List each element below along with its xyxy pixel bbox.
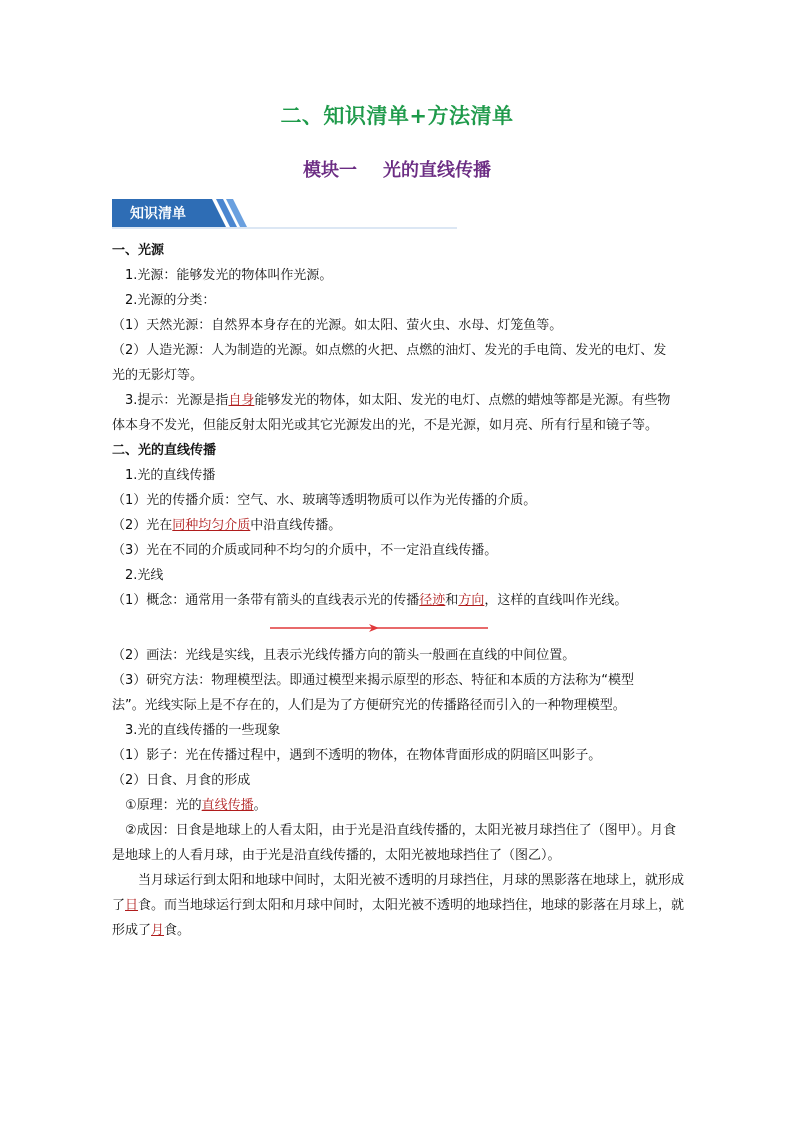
underlined-term: 方向 bbox=[458, 593, 485, 608]
paragraph: （3）研究方法：物理模型法。即通过模型来揭示原型的形态、特征和本质的方法称为“模型 bbox=[112, 673, 635, 688]
text: 食。 bbox=[164, 923, 191, 938]
paragraph: 2.光线 bbox=[125, 568, 164, 583]
section-heading: 二、光的直线传播 bbox=[112, 443, 217, 458]
paragraph: （1）天然光源：自然界本身存在的光源。如太阳、萤火虫、水母、灯笼鱼等。 bbox=[112, 318, 563, 333]
ray-diagram bbox=[112, 613, 706, 643]
banner-label: 知识清单 bbox=[130, 206, 186, 222]
paragraph: 1.光的直线传播 bbox=[125, 468, 216, 483]
paragraph: ②成因：日食是地球上的人看太阳，由于光是沿直线传播的，太阳光被月球挡住了（图甲）。月食 bbox=[125, 823, 677, 838]
module-name: 光的直线传播 bbox=[383, 160, 491, 181]
paragraph: 法”。光线实际上是不存在的，人们是为了方便研究光的传播路径而引入的一种物理模型。 bbox=[112, 698, 626, 713]
content bbox=[112, 238, 706, 943]
underlined-term: 直线传播 bbox=[201, 798, 254, 813]
paragraph: 体本身不发光，但能反射太阳光或其它光源发出的光，不是光源，如月亮、所有行星和镜子等。 bbox=[112, 418, 659, 433]
text: 3.提示：光源是指 bbox=[125, 393, 229, 408]
arrow-ray-icon bbox=[268, 622, 490, 634]
text: 中沿直线传播。 bbox=[250, 518, 342, 533]
paragraph: （1）光的传播介质：空气、水、玻璃等透明物质可以作为光传播的介质。 bbox=[112, 493, 537, 508]
text: 能够发光的物体，如太阳、发光的电灯、点燃的蜡烛等都是光源。有些物 bbox=[254, 393, 671, 408]
paragraph: 是地球上的人看月球，由于光是沿直线传播的，太阳光被地球挡住了（图乙）。 bbox=[112, 848, 561, 863]
text: 。 bbox=[253, 798, 267, 813]
text: 了 bbox=[112, 898, 126, 913]
section-heading: 一、光源 bbox=[112, 243, 165, 258]
paragraph: （3）光在不同的介质或同种不均匀的介质中，不一定沿直线传播。 bbox=[112, 543, 498, 558]
text: 形成了 bbox=[112, 923, 152, 938]
paragraph: （2）日食、月食的形成 bbox=[112, 773, 251, 788]
paragraph: 光的无影灯等。 bbox=[112, 368, 204, 383]
paragraph bbox=[112, 513, 706, 538]
paragraph bbox=[112, 918, 706, 943]
paragraph: 当月球运行到太阳和地球中间时，太阳光被不透明的月球挡住，月球的黑影落在地球上，就形成 bbox=[138, 873, 685, 888]
module-title bbox=[0, 156, 794, 182]
paragraph: 3.光的直线传播的一些现象 bbox=[125, 723, 281, 738]
paragraph bbox=[112, 588, 706, 613]
text: （1）概念：通常用一条带有箭头的直线表示光的传播 bbox=[112, 593, 420, 608]
paragraph: （1）影子：光在传播过程中，遇到不透明的物体，在物体背面形成的阴暗区叫影子。 bbox=[112, 748, 602, 763]
paragraph bbox=[112, 793, 706, 818]
underlined-term: 自身 bbox=[228, 393, 255, 408]
text: ①原理：光的 bbox=[125, 798, 202, 813]
paragraph: （2）画法：光线是实线，且表示光线传播方向的箭头一般画在直线的中间位置。 bbox=[112, 648, 576, 663]
text: （2）光在 bbox=[112, 518, 173, 533]
text: 和 bbox=[445, 593, 459, 608]
paragraph bbox=[112, 893, 706, 918]
paragraph: 1.光源：能够发光的物体叫作光源。 bbox=[125, 268, 333, 283]
paragraph: 2.光源的分类： bbox=[125, 293, 216, 308]
text: ，这样的直线叫作光线。 bbox=[484, 593, 628, 608]
underlined-term: 月 bbox=[151, 923, 165, 938]
underlined-term: 同种均匀介质 bbox=[172, 518, 251, 533]
page-title: 二、知识清单+方法清单 bbox=[280, 104, 514, 128]
module-number: 模块一 bbox=[303, 160, 357, 181]
knowledge-banner bbox=[112, 197, 457, 231]
paragraph bbox=[112, 388, 706, 413]
paragraph: （2）人造光源：人为制造的光源。如点燃的火把、点燃的油灯、发光的手电筒、发光的电灯、发 bbox=[112, 343, 667, 358]
text: 食。而当地球运行到太阳和月球中间时，太阳光被不透明的地球挡住，地球的影落在月球上，就 bbox=[138, 898, 685, 913]
underlined-term: 径迹 bbox=[419, 593, 446, 608]
underlined-term: 日 bbox=[125, 898, 139, 913]
